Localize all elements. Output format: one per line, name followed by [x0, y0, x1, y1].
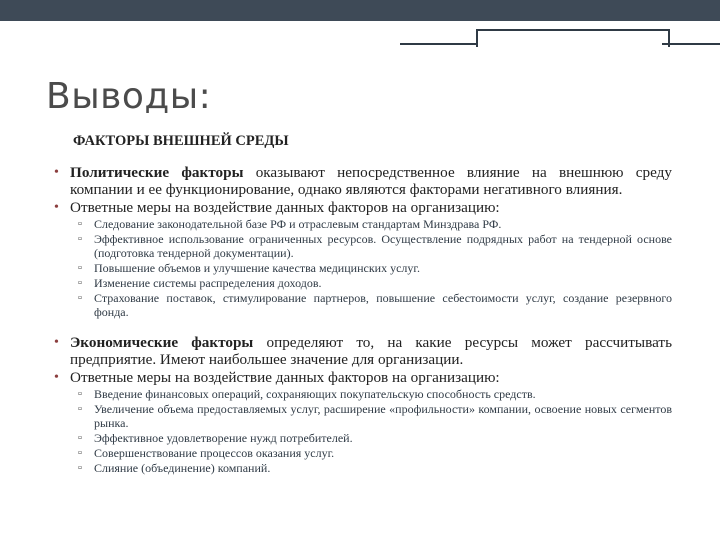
- list-item: [50, 402, 672, 430]
- sub-bullet-marker: ▫: [78, 403, 82, 415]
- top-bar: [0, 0, 720, 21]
- list-item-text: Совершенствование процессов оказания услуг.: [94, 446, 335, 460]
- tab-shape: [476, 29, 670, 47]
- slide-subtitle: ФАКТОРЫ ВНЕШНЕЙ СРЕДЫ: [73, 133, 289, 149]
- bullet-economic-factors: [50, 334, 672, 368]
- list-item-text: Эффективное удовлетворение нужд потребителей.: [94, 431, 353, 445]
- bullet-political-factors: [50, 164, 672, 198]
- list-item-text: Следование законодательной базе РФ и отраслевым стандартам Минздрава РФ.: [94, 217, 502, 231]
- sub-bullet-marker: ▫: [78, 277, 82, 289]
- list-item: [50, 261, 672, 275]
- list-item: [50, 387, 672, 401]
- list-item: [50, 446, 672, 460]
- economic-factors-heading: Экономические факторы: [70, 334, 254, 351]
- list-item-text: Увеличение объема предоставляемых услуг, расширение «профильности» компании, освоение новых сегментов рынка.: [94, 402, 672, 430]
- list-item-text: Повышение объемов и улучшение качества медицинских услуг.: [94, 261, 420, 275]
- list-item: [50, 276, 672, 290]
- bullet-response-measures-1: [50, 199, 672, 216]
- sub-bullet-marker: ▫: [78, 292, 82, 304]
- list-item: [50, 217, 672, 231]
- bullet-marker: •: [54, 370, 59, 385]
- list-item: [50, 431, 672, 445]
- list-item: [50, 461, 672, 475]
- list-item: [50, 232, 672, 260]
- sub-bullet-marker: ▫: [78, 432, 82, 444]
- decorative-tabs: [400, 21, 720, 47]
- sub-bullet-marker: ▫: [78, 447, 82, 459]
- sub-bullet-marker: ▫: [78, 233, 82, 245]
- economic-factors-text: определяют то, на какие ресурсы может рассчитывать предприятие. Имеют наибольшее значение для организации.: [70, 334, 672, 368]
- list-item: [50, 291, 672, 319]
- list-item-text: Страхование поставок, стимулирование партнеров, повышение себестоимости услуг, создание резервного фонда.: [94, 291, 672, 319]
- slide-title: Выводы:: [46, 76, 212, 117]
- sub-bullet-marker: ▫: [78, 218, 82, 230]
- response-measures-text: Ответные меры на воздействие данных факторов на организацию:: [70, 369, 500, 386]
- list-item-text: Слияние (объединение) компаний.: [94, 461, 271, 475]
- bullet-response-measures-2: [50, 369, 672, 386]
- bullet-marker: •: [54, 335, 59, 350]
- sub-bullet-marker: ▫: [78, 388, 82, 400]
- list-item-text: Введение финансовых операций, сохраняющих покупательскую способность средств.: [94, 387, 536, 401]
- list-item-text: Изменение системы распределения доходов.: [94, 276, 322, 290]
- tab-line-right: [662, 43, 720, 45]
- response-measures-text: Ответные меры на воздействие данных факторов на организацию:: [70, 199, 500, 216]
- list-item-text: Эффективное использование ограниченных ресурсов. Осуществление подрядных работ на тендерной основе (подготовка тендерной документации).: [94, 232, 672, 260]
- slide-content: [50, 164, 672, 476]
- sub-bullet-marker: ▫: [78, 462, 82, 474]
- political-factors-text: оказывают непосредственное влияние на внешнюю среду компании и ее функционирование, однако являются факторами негативного влияния.: [70, 164, 672, 198]
- bullet-marker: •: [54, 165, 59, 180]
- political-factors-heading: Политические факторы: [70, 164, 244, 181]
- sub-bullet-marker: ▫: [78, 262, 82, 274]
- bullet-marker: •: [54, 200, 59, 215]
